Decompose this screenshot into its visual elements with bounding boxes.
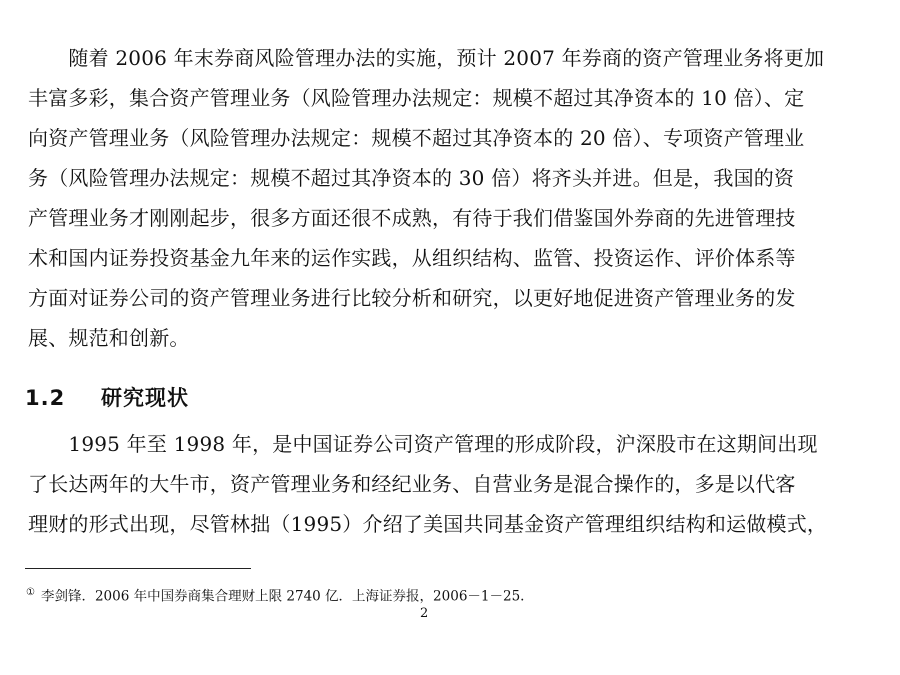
paragraph-line: 丰富多彩，集合资产管理业务（风险管理办法规定：规模不超过其净资本的 10 倍）、定	[28, 86, 805, 110]
footnote-text: 李剑锋．2006 年中国券商集合理财上限 2740 亿．上海证券报，2006－1－25.	[40, 588, 525, 605]
footnote	[26, 584, 524, 606]
section-heading	[25, 382, 189, 412]
paragraph-line: 方面对证券公司的资产管理业务进行比较分析和研究，以更好地促进资产管理业务的发	[28, 286, 796, 310]
paragraph-line: 了长达两年的大牛市，资产管理业务和经纪业务、自营业务是混合操作的，多是以代客	[28, 472, 796, 496]
section-number: 1.2	[25, 386, 66, 410]
page-number: 2	[420, 606, 429, 621]
paragraph-line: 产管理业务才刚刚起步，很多方面还很不成熟，有待于我们借鉴国外券商的先进管理技	[28, 206, 796, 230]
paragraph-line: 术和国内证券投资基金九年来的运作实践，从组织结构、监管、投资运作、评价体系等	[28, 246, 796, 270]
paragraph-line: 展、规范和创新。	[28, 326, 190, 350]
paragraph-line: 理财的形式出现，尽管林拙（1995）介绍了美国共同基金资产管理组织结构和运做模式，	[28, 512, 828, 536]
section-title: 研究现状	[101, 386, 189, 410]
paragraph-line: 1995 年至 1998 年，是中国证券公司资产管理的形成阶段，沪深股市在这期间出现	[28, 432, 818, 456]
footnote-marker: ①	[26, 587, 35, 598]
paragraph-line: 随着 2006 年末券商风险管理办法的实施，预计 2007 年券商的资产管理业务将更加	[28, 46, 825, 70]
paragraph-line: 务（风险管理办法规定：规模不超过其净资本的 30 倍）将齐头并进。但是，我国的资	[28, 166, 795, 190]
paragraph-line: 向资产管理业务（风险管理办法规定：规模不超过其净资本的 20 倍）、专项资产管理业	[28, 126, 805, 150]
footnote-divider	[25, 568, 251, 569]
